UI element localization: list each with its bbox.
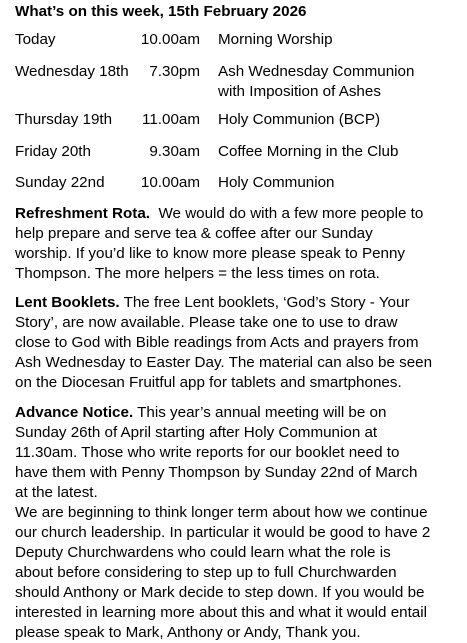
advance-notice-text: Deputy Churchwardens who could learn what the role is <box>15 544 391 561</box>
refreshment-rota-text: We would do with a few more people to <box>150 205 424 222</box>
advance-notice-text: at the latest. <box>15 484 98 501</box>
service-row <box>15 110 455 130</box>
advance-notice-text: our church leadership. In particular it would be good to have 2 <box>15 524 431 541</box>
advance-notice-text: We are beginning to think longer term about how we continue <box>15 504 428 521</box>
service-row <box>15 142 455 162</box>
refreshment-rota-text: Thompson. The more helpers = the less times on rota. <box>15 265 380 282</box>
advance-notice-text: 11.30am. Those who write reports for our booklet need to <box>15 444 400 461</box>
service-description: Morning Worship <box>218 31 333 48</box>
advance-notice <box>15 403 463 643</box>
advance-notice-label: Advance Notice. <box>15 404 134 421</box>
service-time: 11.00am <box>142 111 200 128</box>
service-day: Friday 20th <box>15 143 91 160</box>
service-time: 10.00am <box>140 174 200 191</box>
service-description: Ash Wednesday Communion <box>218 63 415 80</box>
service-description: Coffee Morning in the Club <box>218 143 399 160</box>
lent-booklets-label: Lent Booklets. <box>15 294 120 311</box>
service-time: 9.30am <box>149 143 200 160</box>
advance-notice-text: should Anthony or Mark decide to step down. If you would be <box>15 584 425 601</box>
lent-booklets-text: on the Diocesan Fruitful app for tablets and smartphones. <box>15 374 402 391</box>
lent-booklets-text: Ash Wednesday to Easter Day. The material can also be seen <box>15 354 433 371</box>
advance-notice-text: please speak to Mark, Anthony or Andy, Thank you. <box>15 624 361 641</box>
refreshment-rota-text: worship. If you’d like to know more please speak to Penny <box>15 245 406 262</box>
page-title: What’s on this week, 15th February 2026 <box>15 3 307 20</box>
service-day: Sunday 22nd <box>15 174 105 191</box>
refreshment-rota-notice <box>15 204 463 284</box>
advance-notice-text: This year’s annual meeting will be on <box>133 404 387 421</box>
service-day: Thursday 19th <box>15 111 113 128</box>
lent-booklets-text: The free Lent booklets, ‘God’s Story - Your <box>119 294 410 311</box>
service-row <box>15 62 455 102</box>
advance-notice-text: about before considering to step up to full Churchwarden <box>15 564 397 581</box>
service-row <box>15 173 455 193</box>
refreshment-rota-text: help prepare and serve tea & coffee after our Sunday <box>15 225 373 242</box>
service-time: 7.30pm <box>149 63 200 80</box>
service-description: with Imposition of Ashes <box>218 83 381 100</box>
service-day: Today <box>15 31 56 48</box>
lent-booklets-notice <box>15 293 463 393</box>
service-row <box>15 30 455 50</box>
service-description: Holy Communion (BCP) <box>218 111 381 128</box>
service-time: 10.00am <box>140 31 200 48</box>
advance-notice-text: Sunday 26th of April starting after Holy Communion at <box>15 424 378 441</box>
lent-booklets-text: Story’, are now available. Please take one to use to draw <box>15 314 398 331</box>
advance-notice-text: have them with Penny Thompson by Sunday 22nd of March <box>15 464 418 481</box>
refreshment-rota-label: Refreshment Rota. <box>15 205 151 222</box>
services-list <box>15 30 455 200</box>
service-description: Holy Communion <box>218 174 335 191</box>
advance-notice-text: interested in learning more about this and what it would entail <box>15 604 427 621</box>
lent-booklets-text: close to God with Bible readings from Acts and prayers from <box>15 334 419 351</box>
service-day: Wednesday 18th <box>15 63 129 80</box>
